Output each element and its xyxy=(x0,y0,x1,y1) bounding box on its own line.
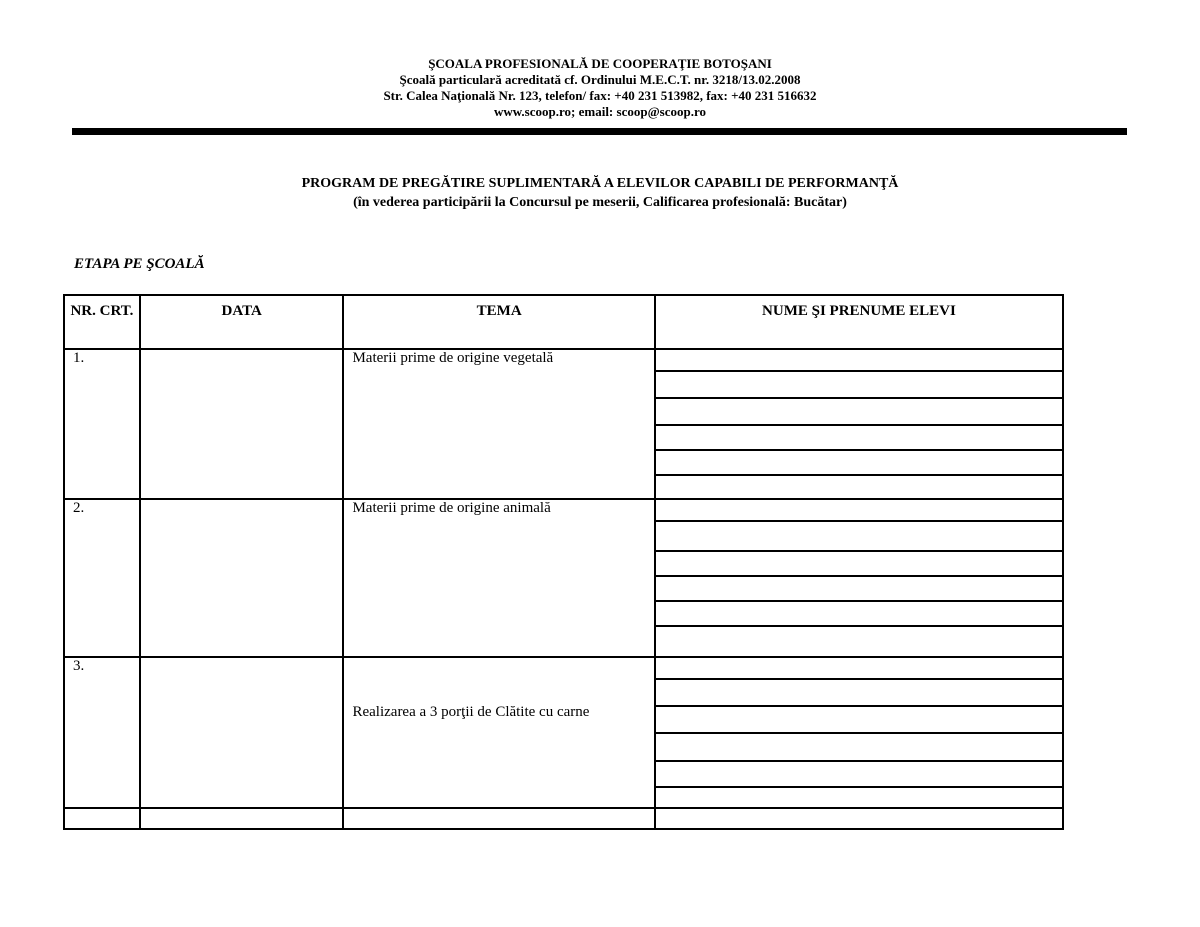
students-cell xyxy=(655,349,1063,499)
student-name-line[interactable] xyxy=(656,658,1062,680)
table-row xyxy=(64,499,1063,657)
students-cell xyxy=(655,499,1063,657)
letterhead xyxy=(0,56,1200,120)
schedule-table xyxy=(63,294,1064,830)
column-header-students: NUME ŞI PRENUME ELEVI xyxy=(655,295,1063,349)
school-accreditation: Şcoală particulară acreditată cf. Ordinului M.E.C.T. nr. 3218/13.02.2008 xyxy=(399,72,801,87)
row-number: 3. xyxy=(73,658,85,674)
school-name: ŞCOALA PROFESIONALĂ DE COOPERAŢIE BOTOŞANI xyxy=(428,56,772,71)
student-name-line[interactable] xyxy=(656,426,1062,451)
row-number-cell xyxy=(64,808,140,829)
student-name-lines xyxy=(656,500,1062,656)
student-name-line[interactable] xyxy=(656,350,1062,372)
students-cell xyxy=(655,657,1063,808)
student-name-line[interactable] xyxy=(656,627,1062,656)
student-name-line[interactable] xyxy=(656,372,1062,399)
school-contact: www.scoop.ro; email: scoop@scoop.ro xyxy=(493,104,707,119)
document-subtitle: (în vederea participării la Concursul pe meserii, Calificarea profesională: Bucătar) xyxy=(353,195,847,210)
student-name-line[interactable] xyxy=(656,602,1062,627)
theme-text: Realizarea a 3 porţii de Clătite cu carne xyxy=(352,704,590,720)
theme-cell xyxy=(343,349,654,499)
student-name-line[interactable] xyxy=(656,707,1062,734)
student-name-line[interactable] xyxy=(656,552,1062,577)
student-name-line[interactable] xyxy=(656,577,1062,602)
student-name-line[interactable] xyxy=(656,762,1062,788)
row-number: 1. xyxy=(73,350,85,366)
student-name-line[interactable] xyxy=(656,734,1062,762)
document-title-block xyxy=(0,174,1200,212)
table-row xyxy=(64,349,1063,499)
student-name-line[interactable] xyxy=(656,500,1062,522)
theme-cell xyxy=(343,657,654,808)
theme-cell xyxy=(343,808,654,829)
row-number: 2. xyxy=(73,500,85,516)
column-header-theme: TEMA xyxy=(343,295,654,349)
row-number-cell xyxy=(64,657,140,808)
student-name-line[interactable] xyxy=(656,451,1062,476)
theme-text: Materii prime de origine vegetală xyxy=(352,350,554,366)
header-divider xyxy=(72,128,1127,135)
student-name-lines xyxy=(656,658,1062,807)
theme-text: Materii prime de origine animală xyxy=(352,500,551,516)
date-cell[interactable] xyxy=(140,349,344,499)
row-number-cell xyxy=(64,499,140,657)
date-cell[interactable] xyxy=(140,808,344,829)
date-cell[interactable] xyxy=(140,657,344,808)
school-address: Str. Calea Naţională Nr. 123, telefon/ fax: +40 231 513982, fax: +40 231 516632 xyxy=(383,88,817,103)
column-header-nr: NR. CRT. xyxy=(64,295,140,349)
table-header-row xyxy=(64,295,1063,349)
document-title: PROGRAM DE PREGĂTIRE SUPLIMENTARĂ A ELEVILOR CAPABILI DE PERFORMANŢĂ xyxy=(301,176,899,191)
stage-label: ETAPA PE ŞCOALĂ xyxy=(74,256,205,272)
table-row xyxy=(64,808,1063,829)
student-name-line[interactable] xyxy=(656,680,1062,707)
student-name-line[interactable] xyxy=(656,476,1062,498)
students-cell[interactable] xyxy=(655,808,1063,829)
student-name-line[interactable] xyxy=(656,788,1062,807)
date-cell[interactable] xyxy=(140,499,344,657)
row-number-cell xyxy=(64,349,140,499)
student-name-line[interactable] xyxy=(656,522,1062,552)
table-row xyxy=(64,657,1063,808)
student-name-lines xyxy=(656,350,1062,498)
column-header-date: DATA xyxy=(140,295,344,349)
theme-cell xyxy=(343,499,654,657)
student-name-line[interactable] xyxy=(656,399,1062,426)
